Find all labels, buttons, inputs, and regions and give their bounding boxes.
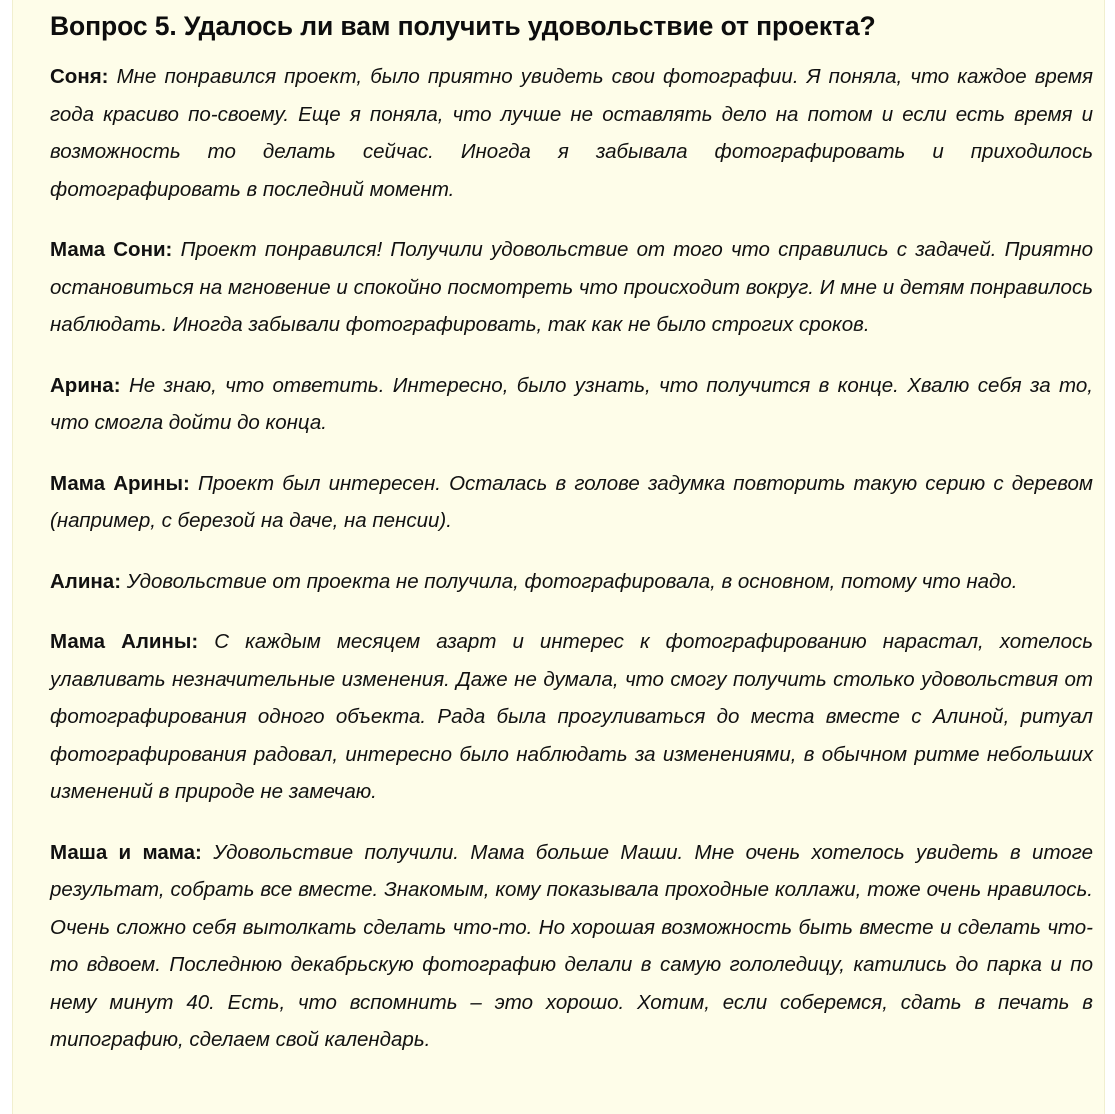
question-heading: Вопрос 5. Удалось ли вам получить удовольствие от проекта? (50, 11, 876, 41)
answer-text: Проект был интересен. Осталась в голове задумка повторить такую серию с деревом (например, с березой на даче, на пенсии). (50, 471, 1093, 532)
answer-paragraph (50, 834, 1093, 1059)
speaker-name: Соня: (50, 65, 109, 88)
speaker-name: Мама Алины: (50, 630, 199, 653)
answer-text: Удовольствие получили. Мама больше Маши. Мне очень хотелось увидеть в итоге результат, собрать все вместе. Знакомым, кому показывала проходные коллажи, тоже очень нравилось. Очень сложно себя вытолкать сделать что-то. Но хорошая возможность быть вместе и сделать что-то вдвоем. Последнюю декабрьскую фотографию делали в самую гололедицу, катились до парка и по нему минут 40. Есть, что вспомнить – это хорошо. Хотим, если соберемся, сдать в печать в типографию, сделаем свой календарь. (50, 840, 1093, 1051)
answer-text: С каждым месяцем азарт и интерес к фотографированию нарастал, хотелось улавливать незначительные изменения. Даже не думала, что смогу получить столько удовольствия от фотографирования одного объекта. Рада была прогуливаться до места вместе с Алиной, ритуал фотографирования радовал, интересно было наблюдать за изменениями, в обычном ритме небольших изменений в природе не замечаю. (50, 630, 1094, 803)
speaker-name: Арина: (50, 373, 121, 397)
speaker-name: Мама Сони: (50, 238, 173, 261)
speaker-name: Маша и мама: (50, 840, 202, 864)
answer-text: Проект понравился! Получили удовольствие от того что справились с задачей. Приятно остановиться на мгновение и спокойно посмотреть что происходит вокруг. И мне и детям понравилось наблюдать. Иногда забывали фотографировать, так как не было строгих сроков. (50, 238, 1094, 336)
answer-paragraph (50, 465, 1093, 540)
answer-paragraph (50, 623, 1093, 811)
answer-paragraph (50, 231, 1093, 344)
answer-text: Мне понравился проект, было приятно увидеть свои фотографии. Я поняла, что каждое время года красиво по-своему. Еще я поняла, что лучше не оставлять дело на потом и если есть время и возможность то делать сейчас. Иногда я забывала фотографировать и приходилось фотографировать в последний момент. (50, 65, 1093, 201)
article-body (50, 6, 1093, 1082)
answer-paragraph (50, 563, 1093, 601)
content-panel (12, 0, 1105, 1114)
answer-text: Удовольствие от проекта не получила, фотографировала, в основном, потому что надо. (126, 569, 1018, 593)
answer-paragraph (50, 367, 1093, 442)
speaker-name: Мама Арины: (50, 471, 190, 495)
speaker-name: Алина: (50, 569, 122, 593)
answer-paragraph (50, 58, 1093, 208)
answer-text: Не знаю, что ответить. Интересно, было узнать, что получится в конце. Хвалю себя за то, что смогла дойти до конца. (50, 373, 1093, 434)
